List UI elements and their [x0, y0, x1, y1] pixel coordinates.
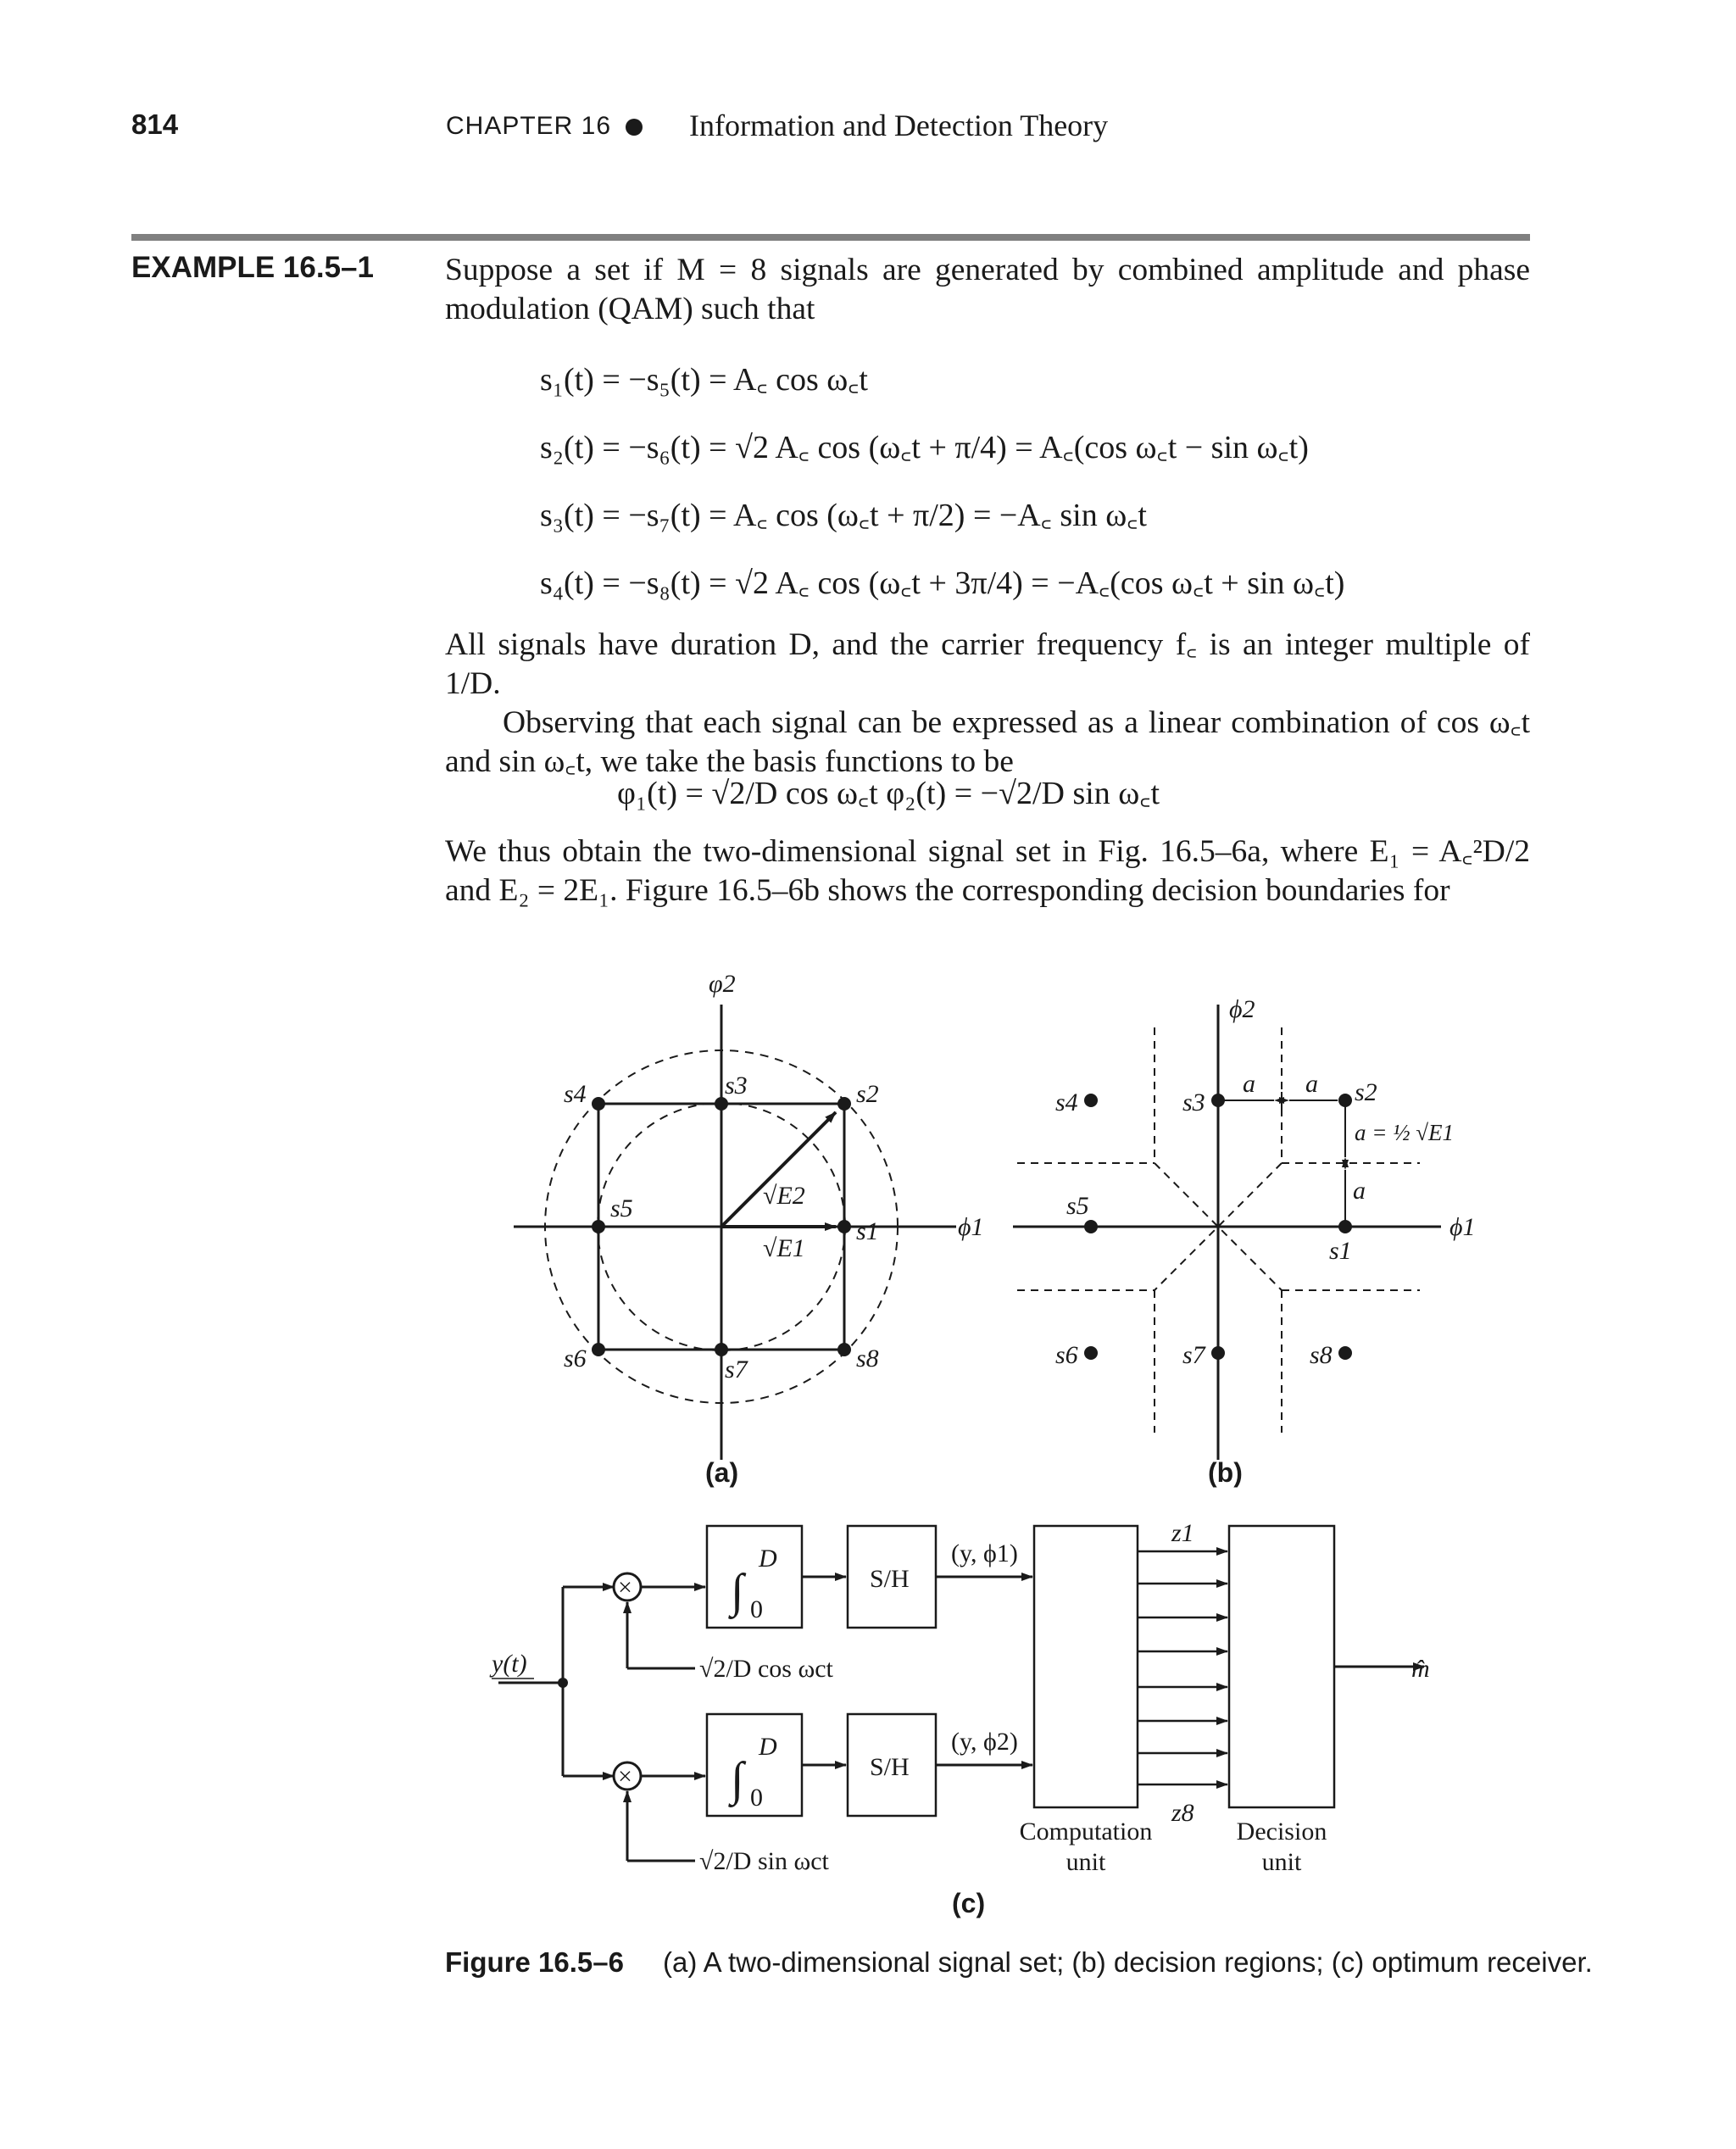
panel-c-out1-label: (y, ϕ1) — [951, 1539, 1018, 1567]
panel-b-point-s4 — [1084, 1094, 1098, 1107]
panel-c-multiplier-top-symbol: × — [618, 1573, 632, 1601]
panel-c-integral-top-lower: 0 — [750, 1595, 763, 1623]
panel-a-point-s2 — [837, 1097, 851, 1111]
panel-c-integral-top-sign: ∫ — [731, 1565, 744, 1617]
panel-c-split-node — [558, 1678, 568, 1688]
panel-a-label-s2: s2 — [856, 1080, 879, 1108]
paragraph-basis-intro: Observing that each signal can be expressed as a linear combination of cos ω꜀t and sin ω꜀t, we take the basis functions to be — [445, 705, 1530, 779]
panel-b-label-s5: s5 — [1066, 1192, 1089, 1220]
panel-b-label-s6: s6 — [1055, 1341, 1078, 1369]
panel-b-label-s3: s3 — [1182, 1088, 1205, 1116]
panel-c-computation-unit — [1034, 1526, 1138, 1807]
example-label: EXAMPLE 16.5–1 — [131, 251, 374, 284]
panel-b-label-a-1: a — [1243, 1070, 1255, 1098]
panel-b-label-s2: s2 — [1355, 1078, 1377, 1106]
page-number: 814 — [131, 109, 179, 140]
panel-b-label-s1: s1 — [1329, 1237, 1352, 1265]
panel-b-axis-vertical-label: ϕ2 — [1229, 995, 1255, 1023]
panel-c-out2-label: (y, ϕ2) — [951, 1728, 1018, 1756]
paragraph-signal-set: We thus obtain the two-dimensional signal set in Fig. 16.5–6a, where E₁ = A꜀²D/2 and E₂ = 2E₁. Figure 16.5–6b shows the corresponding decision boundaries for — [445, 834, 1530, 908]
chapter-label: CHAPTER 16 — [446, 112, 612, 140]
panel-b-label-s4: s4 — [1055, 1088, 1078, 1116]
panel-a-label-s4: s4 — [564, 1080, 587, 1108]
panel-a-label-s6: s6 — [564, 1345, 587, 1372]
figure-caption-text: (a) A two-dimensional signal set; (b) decision regions; (c) optimum receiver. — [663, 1946, 1593, 1978]
panel-c — [498, 1526, 1424, 1861]
panel-b-label: (b) — [1208, 1457, 1243, 1488]
panel-c-decision-label-1: Decision — [1236, 1818, 1327, 1846]
panel-a-label: (a) — [705, 1457, 739, 1488]
figure-caption-label: Figure 16.5–6 — [445, 1946, 624, 1978]
equation-3: s₃(t) = −s₇(t) = A꜀ cos (ω꜀t + π/2) = −A꜀ sin ω꜀t — [540, 498, 1147, 533]
panel-b-point-s5 — [1084, 1220, 1098, 1233]
panel-c-integral-bottom-upper: D — [759, 1733, 777, 1761]
panel-b-point-s6 — [1084, 1346, 1098, 1360]
panel-a-label-s1: s1 — [856, 1217, 879, 1245]
panel-b — [1013, 1005, 1441, 1460]
panel-a-point-s6 — [592, 1343, 605, 1356]
basis-equation: φ₁(t) = √2/D cos ω꜀t φ₂(t) = −√2/D sin ω꜀t — [617, 776, 1160, 811]
panel-c-label: (c) — [952, 1888, 986, 1918]
panel-a-label-s3: s3 — [725, 1072, 748, 1100]
panel-a-label-s7: s7 — [725, 1356, 748, 1383]
panel-b-point-s8 — [1338, 1346, 1352, 1360]
panel-b-point-s3 — [1211, 1094, 1225, 1107]
panel-c-input-label: y(t) — [492, 1650, 527, 1678]
paragraph-duration-line: All signals have duration D, and the carrier frequency f꜀ is an integer multiple of 1/D. — [445, 627, 1530, 701]
panel-c-sh-top-label: S/H — [870, 1565, 910, 1593]
panel-b-point-s7 — [1211, 1346, 1225, 1360]
chapter-title: Information and Detection Theory — [689, 109, 1109, 142]
panel-a-label-sqrt-e1: √E1 — [763, 1234, 805, 1262]
panel-a-label-sqrt-e2: √E2 — [763, 1182, 805, 1210]
panel-b-label-s8: s8 — [1310, 1341, 1333, 1369]
panel-c-osc-cos-label: √2/D cos ωct — [699, 1655, 833, 1683]
panel-b-label-a-2: a — [1305, 1070, 1318, 1098]
equation-2: s₂(t) = −s₆(t) = √2 A꜀ cos (ω꜀t + π/4) = A꜀(cos ω꜀t − sin ω꜀t) — [540, 430, 1309, 465]
panel-a-point-s7 — [715, 1343, 728, 1356]
panel-a-point-s8 — [837, 1343, 851, 1356]
panel-c-z-lines — [1138, 1551, 1227, 1784]
panel-c-computation-label-1: Computation — [1019, 1818, 1153, 1846]
panel-c-multiplier-bottom-symbol: × — [618, 1762, 632, 1790]
panel-a-label-s8: s8 — [856, 1345, 879, 1372]
panel-c-osc-sin-label: √2/D sin ωct — [699, 1847, 829, 1875]
panel-a-point-s5 — [592, 1220, 605, 1233]
panel-c-decision-unit — [1229, 1526, 1334, 1807]
panel-c-integral-bottom-sign: ∫ — [731, 1753, 744, 1806]
panel-b-point-s1 — [1338, 1220, 1352, 1233]
panel-b-spacing-equation: a = ½ √E1 — [1355, 1120, 1455, 1145]
panel-a-axis-vertical-label: φ2 — [709, 970, 736, 998]
panel-c-integral-bottom-lower: 0 — [750, 1784, 763, 1812]
panel-b-point-s2 — [1338, 1094, 1352, 1107]
panel-c-z1-label: z1 — [1171, 1519, 1194, 1547]
panel-c-nodes — [558, 1678, 568, 1688]
panel-c-sh-bottom-label: S/H — [870, 1753, 910, 1781]
paragraph-intro: Suppose a set if M = 8 signals are generated by combined amplitude and phase modulation (QAM) such that — [445, 253, 1530, 326]
equation-4: s₄(t) = −s₈(t) = √2 A꜀ cos (ω꜀t + 3π/4) = −A꜀(cos ω꜀t + sin ω꜀t) — [540, 565, 1345, 601]
panel-a-point-s4 — [592, 1097, 605, 1111]
panel-a-label-s5: s5 — [610, 1194, 633, 1222]
panel-a-axis-horizontal-label: ϕ1 — [958, 1213, 984, 1241]
equation-1: s₁(t) = −s₅(t) = A꜀ cos ω꜀t — [540, 362, 868, 398]
panel-c-computation-label-2: unit — [1066, 1848, 1106, 1876]
panel-c-integral-top-upper: D — [759, 1545, 777, 1573]
panel-b-label-a-3: a — [1353, 1177, 1366, 1205]
panel-c-decision-label-2: unit — [1261, 1848, 1302, 1876]
panel-b-label-s7: s7 — [1182, 1341, 1205, 1369]
panel-b-axis-horizontal-label: ϕ1 — [1449, 1213, 1476, 1241]
panel-a-point-s1 — [837, 1220, 851, 1233]
panel-c-z8-label: z8 — [1171, 1799, 1194, 1827]
panel-c-output-label: m̂ — [1411, 1655, 1430, 1683]
